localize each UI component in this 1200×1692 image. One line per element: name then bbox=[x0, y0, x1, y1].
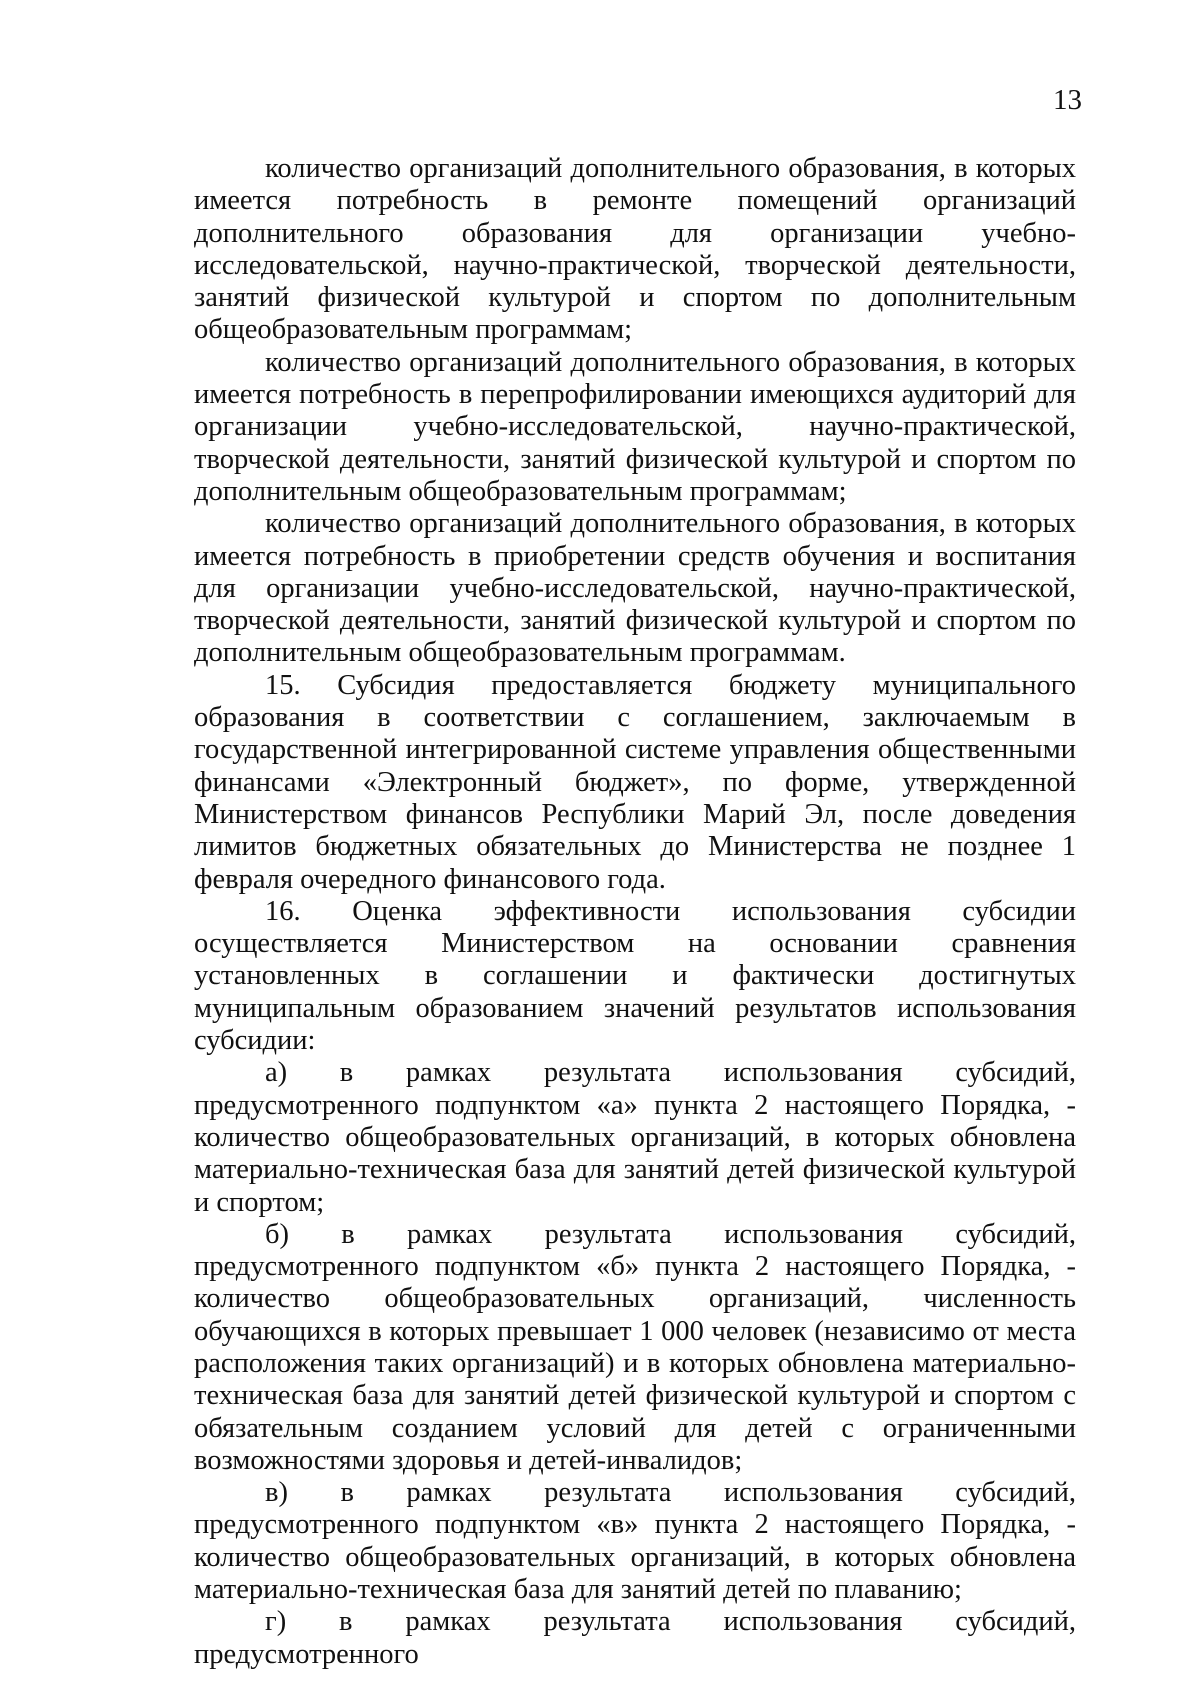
paragraph-item-b: б) в рамках результата использования субсидий, предусмотренного подпунктом «б» пункта 2 настоящего Порядка, - количество общеобразовательных организаций, численность обучающихся в которых превышает 1 000 человек (независимо от места расположения таких организаций) и в которых обновлена материально-техническая база для занятий детей физической культурой и спортом с обязательным созданием условий для детей с ограниченными возможностями здоровья и детей-инвалидов; bbox=[194, 1218, 1076, 1476]
paragraph-item-a: а) в рамках результата использования субсидий, предусмотренного подпунктом «а» пункта 2 настоящего Порядка, - количество общеобразовательных организаций, в которых обновлена материально-техническая база для занятий детей физической культурой и спортом; bbox=[194, 1057, 1076, 1218]
page-number: 13 bbox=[1053, 84, 1082, 116]
paragraph-clause-16: 16. Оценка эффективности использования субсидии осуществляется Министерством на основании сравнения установленных в соглашении и фактически достигнутых муниципальным образованием значений результатов использования субсидии: bbox=[194, 895, 1076, 1057]
paragraph-teaching-equipment: количество организаций дополнительного образования, в которых имеется потребность в приобретении средств обучения и воспитания для организации учебно-исследовательской, научно-практической, творческой деятельности, занятий физической культурой и спортом по дополнительным общеобразовательным программам. bbox=[194, 508, 1076, 669]
paragraph-reprofiling-rooms: количество организаций дополнительного образования, в которых имеется потребность в перепрофилировании имеющихся аудиторий для организации учебно-исследовательской, научно-практической, творческой деятельности, занятий физической культурой и спортом по дополнительным общеобразовательным программам; bbox=[194, 346, 1076, 507]
document-body bbox=[194, 153, 1076, 1671]
paragraph-item-g: г) в рамках результата использования субсидий, предусмотренного bbox=[194, 1606, 1076, 1670]
paragraph-clause-15: 15. Субсидия предоставляется бюджету муниципального образования в соответствии с соглашением, заключаемым в государственной интегрированной системе управления общественными финансами «Электронный бюджет», по форме, утвержденной Министерством финансов Республики Марий Эл, после доведения лимитов бюджетных обязательных до Министерства не позднее 1 февраля очередного финансового года. bbox=[194, 669, 1076, 895]
paragraph-item-v: в) в рамках результата использования субсидий, предусмотренного подпунктом «в» пункта 2 настоящего Порядка, - количество общеобразовательных организаций, в которых обновлена материально-техническая база для занятий детей по плаванию; bbox=[194, 1477, 1076, 1606]
paragraph-repair-premises: количество организаций дополнительного образования, в которых имеется потребность в ремонте помещений организаций дополнительного образования для организации учебно-исследовательской, научно-практической, творческой деятельности, занятий физической культурой и спортом по дополнительным общеобразовательным программам; bbox=[194, 153, 1076, 346]
